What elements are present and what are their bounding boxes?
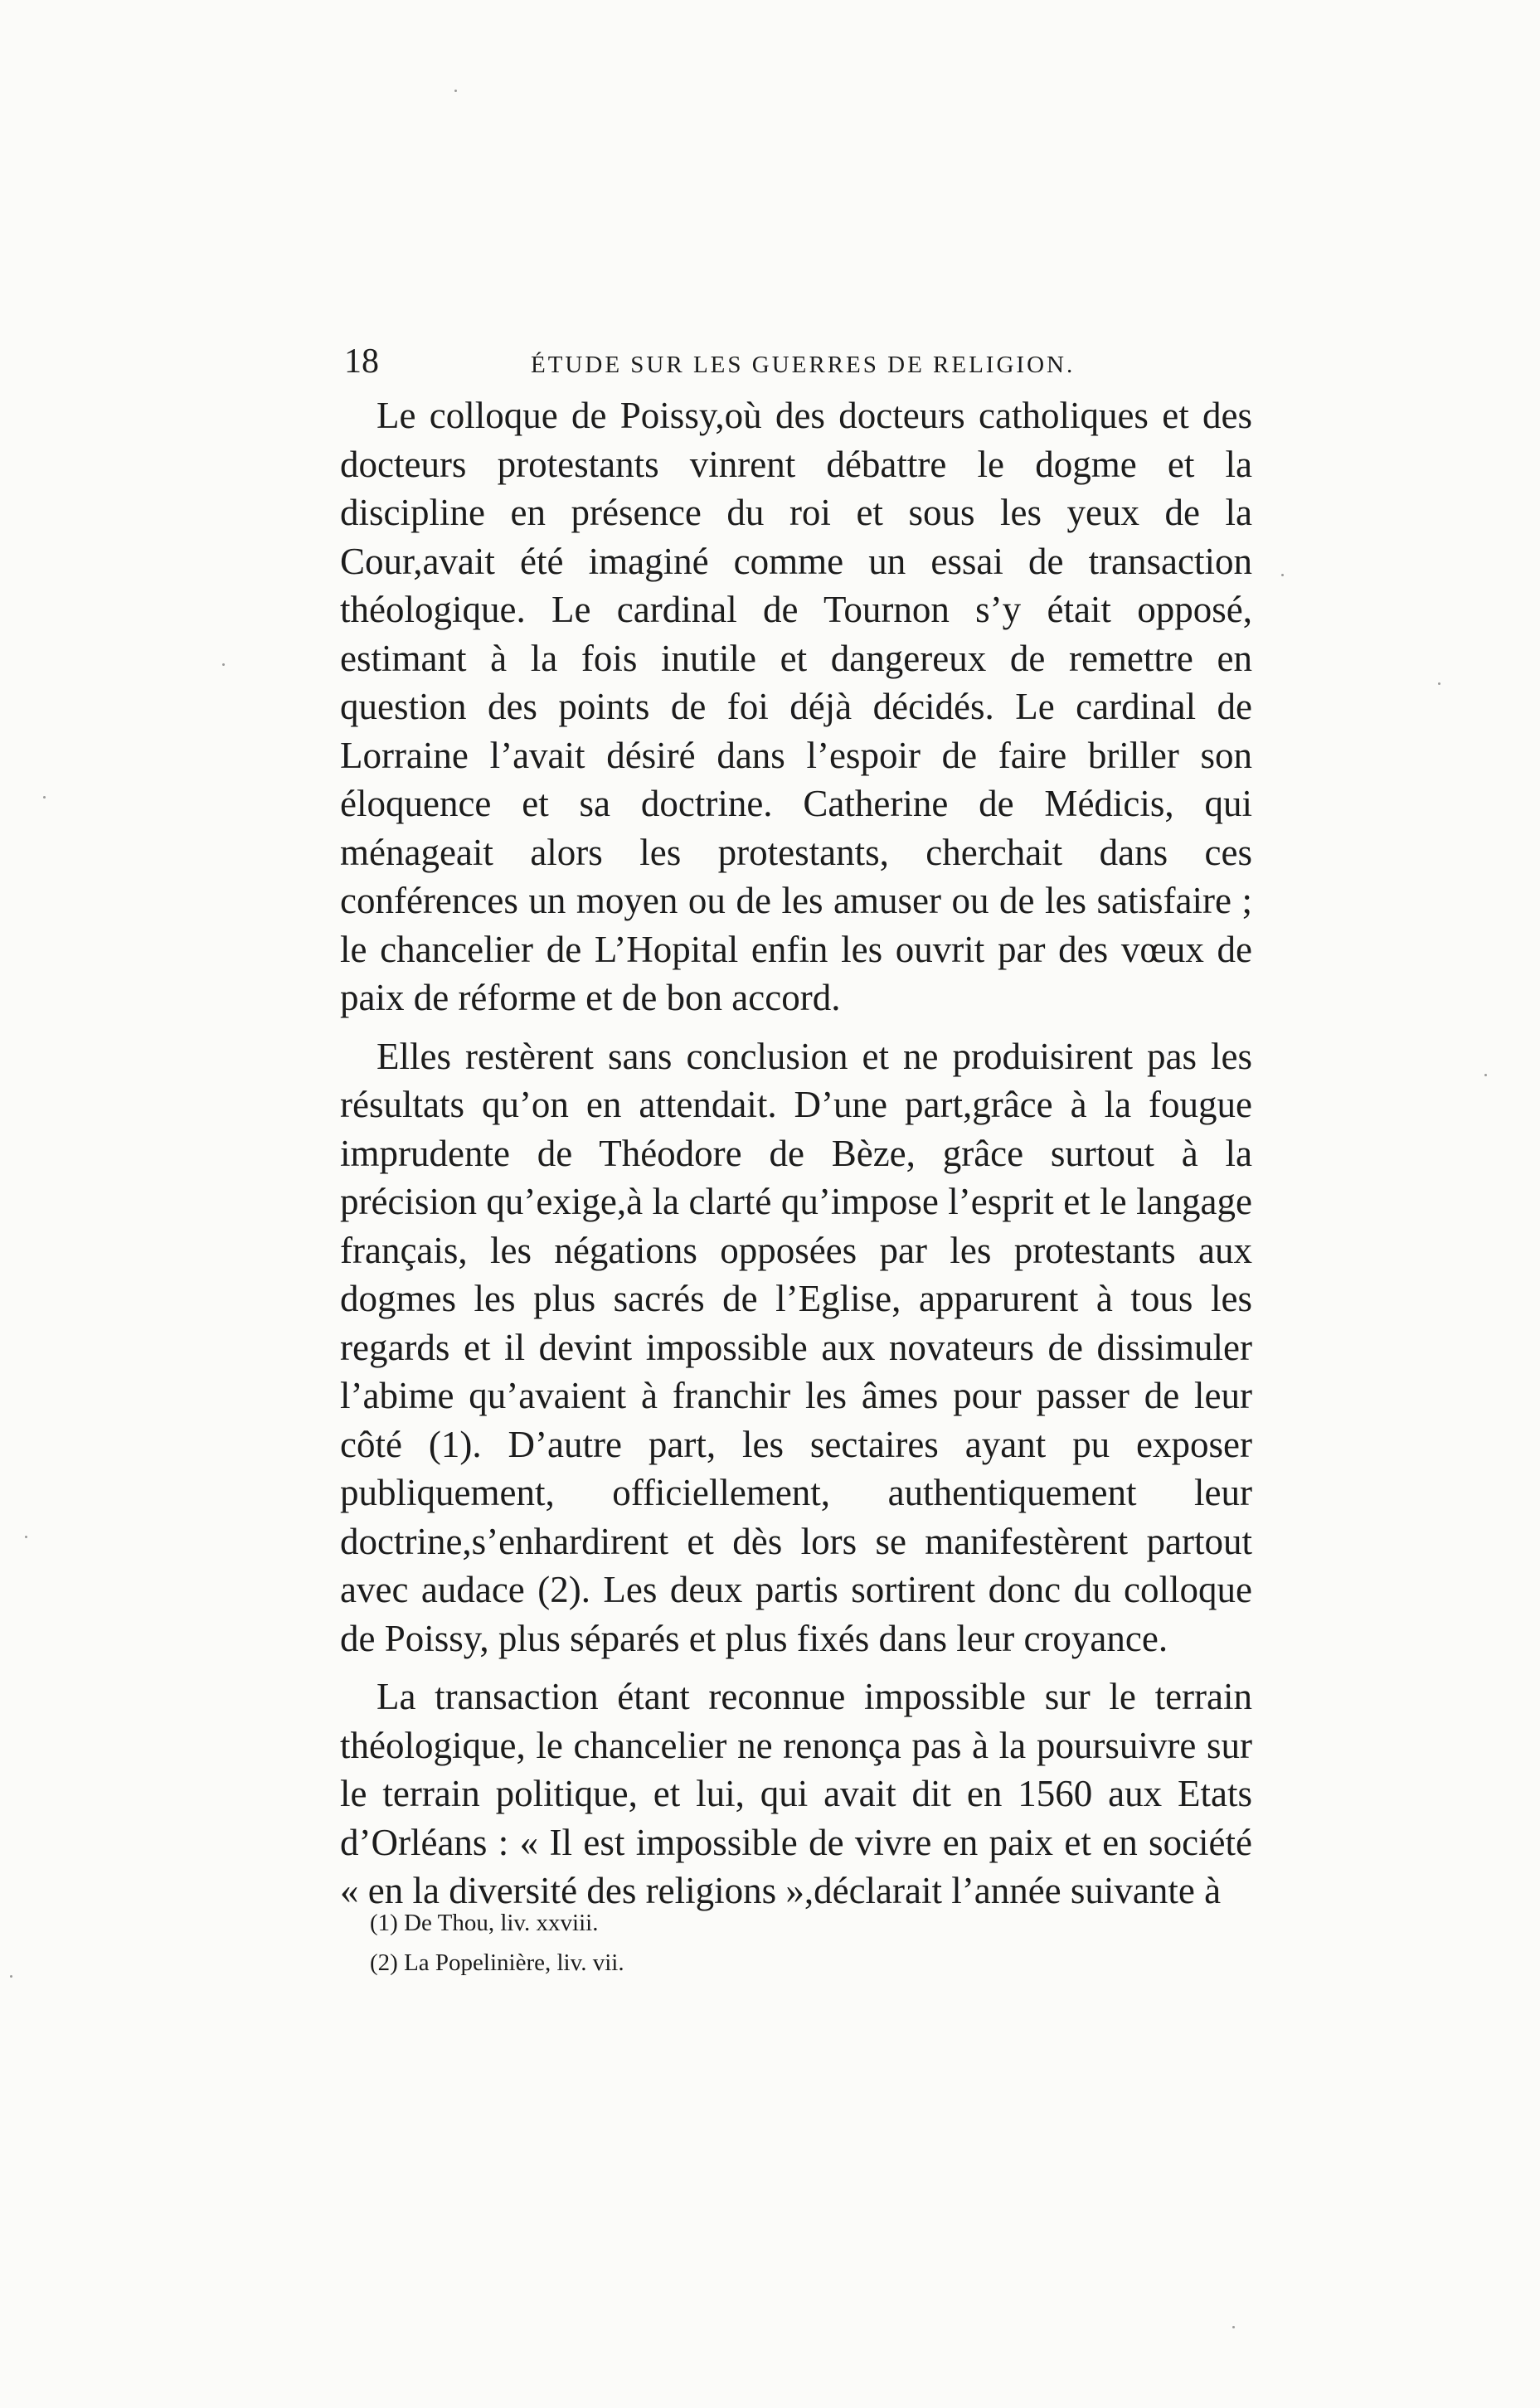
paper-speck — [222, 663, 225, 666]
paper-speck — [1484, 1074, 1487, 1076]
paper-speck — [454, 90, 457, 92]
paper-speck — [1281, 574, 1284, 576]
footnote-1: (1) De Thou, liv. xxviii. — [370, 1910, 599, 1936]
page-number: 18 — [344, 342, 379, 381]
paragraph-2: Elles restèrent sans conclusion et ne produisirent pas les résultats qu’on en attendait. D’une part,grâce à la fougue imprudente de Théodore de Bèze, grâce surtout à la précision qu’exige,à la clarté qu’impose l’esprit et le langage français, les négations opposées par les protestants aux dogmes les plus sacrés de l’Eglise, apparurent à tous les regards et il devint impossible aux novateurs de dissimuler l’abime qu’avaient à franchir les âmes pour passer de leur côté (1). D’autre part, les sectaires ayant pu exposer publiquement, officiellement, authentiquement leur doctrine,s’enhardirent et dès lors se manifestèrent partout avec audace (2). Les deux partis sortirent donc du colloque de Poissy, plus séparés et plus fixés dans leur croyance. — [340, 1035, 1252, 1659]
footnotes — [370, 1903, 1116, 1983]
paper-speck — [1438, 682, 1440, 685]
paper-speck — [25, 1536, 27, 1538]
footnote-2: (2) La Popelinière, liv. vii. — [370, 1949, 624, 1976]
paragraph-3: La transaction étant reconnue impossible sur le terrain théologique, le chancelier ne renonça pas à la poursuivre sur le terrain politique, et lui, qui avait dit en 1560 aux Etats d’Orléans : « Il est impossible de vivre en paix et en société « en la diversité des religions »,déclarait l’année suivante à — [340, 1676, 1252, 1911]
paper-speck — [10, 1975, 12, 1978]
paper-speck — [1232, 2326, 1235, 2328]
running-head — [344, 338, 1244, 388]
paper-speck — [43, 796, 46, 799]
body-text — [340, 391, 1252, 1915]
paragraph-1: Le colloque de Poissy,où des docteurs catholiques et des docteurs protestants vinrent débattre le dogme et la discipline en présence du roi et sous les yeux de la Cour,avait été imaginé comme un essai de transaction théologique. Le cardinal de Tournon s’y était opposé, estimant à la fois inutile et dangereux de remettre en question des points de foi déjà décidés. Le cardinal de Lorraine l’avait désiré dans l’espoir de faire briller son éloquence et sa doctrine. Catherine de Médicis, qui ménageait alors les protestants, cherchait dans ces conférences un moyen ou de les amuser ou de les satisfaire ; le chancelier de L’Hopital enfin les ouvrit par des vœux de paix de réforme et de bon accord. — [340, 395, 1252, 1018]
running-title: ÉTUDE SUR LES GUERRES DE RELIGION. — [531, 352, 1076, 378]
